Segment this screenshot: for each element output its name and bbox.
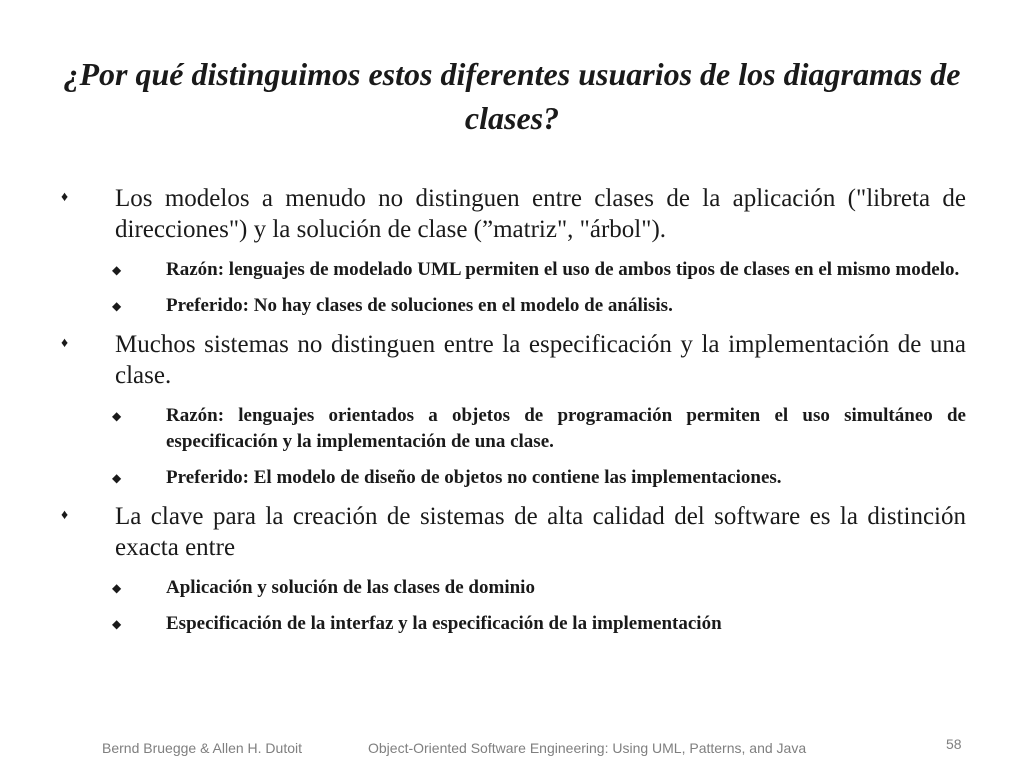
- diamond-icon: ◆: [112, 581, 122, 595]
- bullet-item: [58, 329, 966, 391]
- diamond-icon: ◆: [112, 299, 122, 313]
- sub-bullet-item: [58, 611, 966, 637]
- sub-bullet-text: Razón: lenguajes orientados a objetos de programación permiten el uso simultáneo de especificación y la implementación de una clase.: [166, 405, 966, 452]
- diamond-icon: ♦: [61, 190, 69, 205]
- diamond-icon: ◆: [112, 409, 122, 423]
- bullet-list: [58, 183, 966, 647]
- sub-bullet-item: [58, 293, 966, 319]
- sub-bullet-text: Razón: lenguajes de modelado UML permiten el uso de ambos tipos de clases en el mismo modelo.: [166, 259, 960, 280]
- sub-bullet-item: [58, 257, 966, 283]
- footer-book-title: Object-Oriented Software Engineering: Using UML, Patterns, and Java: [368, 740, 807, 756]
- sub-bullet-text: Especificación de la interfaz y la especificación de la implementación: [166, 613, 722, 634]
- bullet-item: [58, 501, 966, 563]
- diamond-icon: ♦: [61, 508, 69, 523]
- bullet-text: La clave para la creación de sistemas de alta calidad del software es la distinción exacta entre: [115, 503, 966, 561]
- diamond-icon: ◆: [112, 617, 122, 631]
- sub-bullet-text: Preferido: No hay clases de soluciones en el modelo de análisis.: [166, 295, 673, 316]
- diamond-icon: ◆: [112, 471, 122, 485]
- bullet-text: Muchos sistemas no distinguen entre la especificación y la implementación de una clase.: [115, 331, 966, 389]
- bullet-item: [58, 183, 966, 245]
- page-number: 58: [946, 736, 962, 752]
- slide-footer: [0, 738, 1024, 760]
- sub-bullet-text: Aplicación y solución de las clases de dominio: [166, 577, 535, 598]
- bullet-text: Los modelos a menudo no distinguen entre clases de la aplicación ("libreta de direcciones") y la solución de clase (”matriz", "árbol").: [115, 185, 966, 243]
- sub-bullet-item: [58, 465, 966, 491]
- footer-authors: Bernd Bruegge & Allen H. Dutoit: [102, 740, 303, 756]
- slide-title: ¿Por qué distinguimos estos diferentes usuarios de los diagramas de clases?: [63, 56, 961, 136]
- sub-bullet-item: [58, 403, 966, 455]
- diamond-icon: ◆: [112, 263, 122, 277]
- diamond-icon: ♦: [61, 336, 69, 351]
- sub-bullet-item: [58, 575, 966, 601]
- sub-bullet-text: Preferido: El modelo de diseño de objetos no contiene las implementaciones.: [166, 467, 782, 488]
